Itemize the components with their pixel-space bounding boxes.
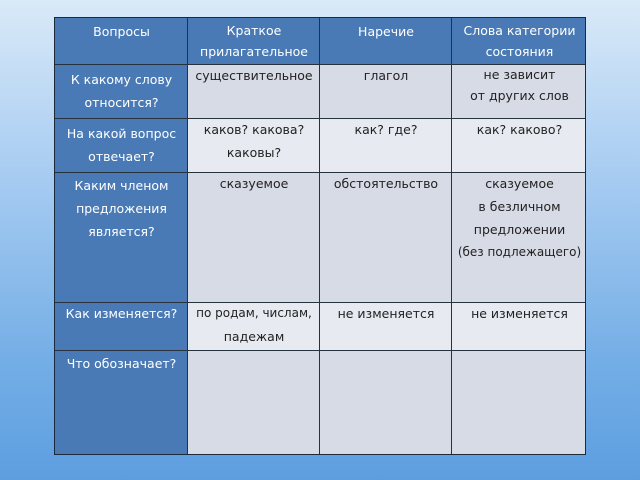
comparison-table [54, 17, 586, 455]
value-text: не изменяется [337, 306, 435, 321]
question-cell-4 [55, 302, 188, 350]
question-1-line-1: К какому слову [70, 72, 173, 87]
cell-adjective-5 [188, 350, 320, 455]
grid-line [187, 18, 188, 455]
cell-adjective-1 [188, 64, 320, 118]
cell-adverb-5 [320, 350, 452, 455]
grid-line [55, 350, 586, 351]
cell-state-3 [452, 172, 586, 302]
question-2-line-1: На какой вопрос [66, 126, 177, 141]
cell-adverb-4 [320, 302, 452, 350]
grid-line [319, 18, 320, 455]
value-text: сказуемое [485, 176, 554, 191]
question-cell-5 [55, 350, 188, 455]
cell-state-4 [452, 302, 586, 350]
cell-adverb-3 [320, 172, 452, 302]
question-1-line-2: относится? [84, 95, 159, 110]
value-text: существительное [195, 68, 313, 83]
cell-state-1 [452, 64, 586, 118]
question-4-line-1: Как изменяется? [65, 306, 178, 321]
header-state-line-1: Слова категории [463, 23, 576, 38]
header-state-line-2: состояния [485, 44, 554, 59]
question-3-line-1: Каким членом [74, 178, 169, 193]
question-3-line-2: предложения [76, 201, 167, 216]
value-text: (без подлежащего) [457, 245, 582, 259]
header-cell-state [452, 18, 586, 64]
cell-state-5 [452, 350, 586, 455]
header-adjective-line-1: Краткое [226, 23, 282, 38]
value-text: от других слов [470, 88, 569, 103]
value-text: каков? какова? [203, 122, 305, 137]
question-cell-1 [55, 64, 188, 118]
grid-line [55, 172, 586, 173]
value-text: как? где? [354, 122, 418, 137]
cell-adverb-2 [320, 118, 452, 172]
question-3-line-3: является? [88, 224, 155, 239]
grid-line [451, 18, 452, 455]
value-text: каковы? [226, 145, 282, 160]
value-text: обстоятельство [333, 176, 439, 191]
header-adjective-line-2: прилагательное [200, 44, 308, 59]
grid-line [55, 118, 586, 119]
cell-adjective-2 [188, 118, 320, 172]
question-2-line-2: отвечает? [88, 149, 155, 164]
cell-adverb-1 [320, 64, 452, 118]
header-adverb: Наречие [358, 24, 414, 39]
value-text: падежам [223, 329, 285, 344]
cell-adjective-3 [188, 172, 320, 302]
value-text: не зависит [483, 67, 556, 82]
value-text: как? каково? [476, 122, 563, 137]
grid-line [55, 302, 586, 303]
value-text: не изменяется [471, 306, 568, 321]
value-text: сказуемое [219, 176, 289, 191]
value-text: по родам, числам, [196, 306, 312, 320]
header-cell-adverb [320, 18, 452, 64]
header-questions: Вопросы [93, 24, 150, 39]
grid-line [55, 64, 586, 65]
value-text: глагол [363, 68, 409, 83]
question-cell-2 [55, 118, 188, 172]
cell-adjective-4 [188, 302, 320, 350]
question-cell-3 [55, 172, 188, 302]
value-text: в безличном [478, 199, 561, 214]
cell-state-2 [452, 118, 586, 172]
question-5-line-1: Что обозначает? [66, 356, 177, 371]
value-text: предложении [473, 222, 566, 237]
